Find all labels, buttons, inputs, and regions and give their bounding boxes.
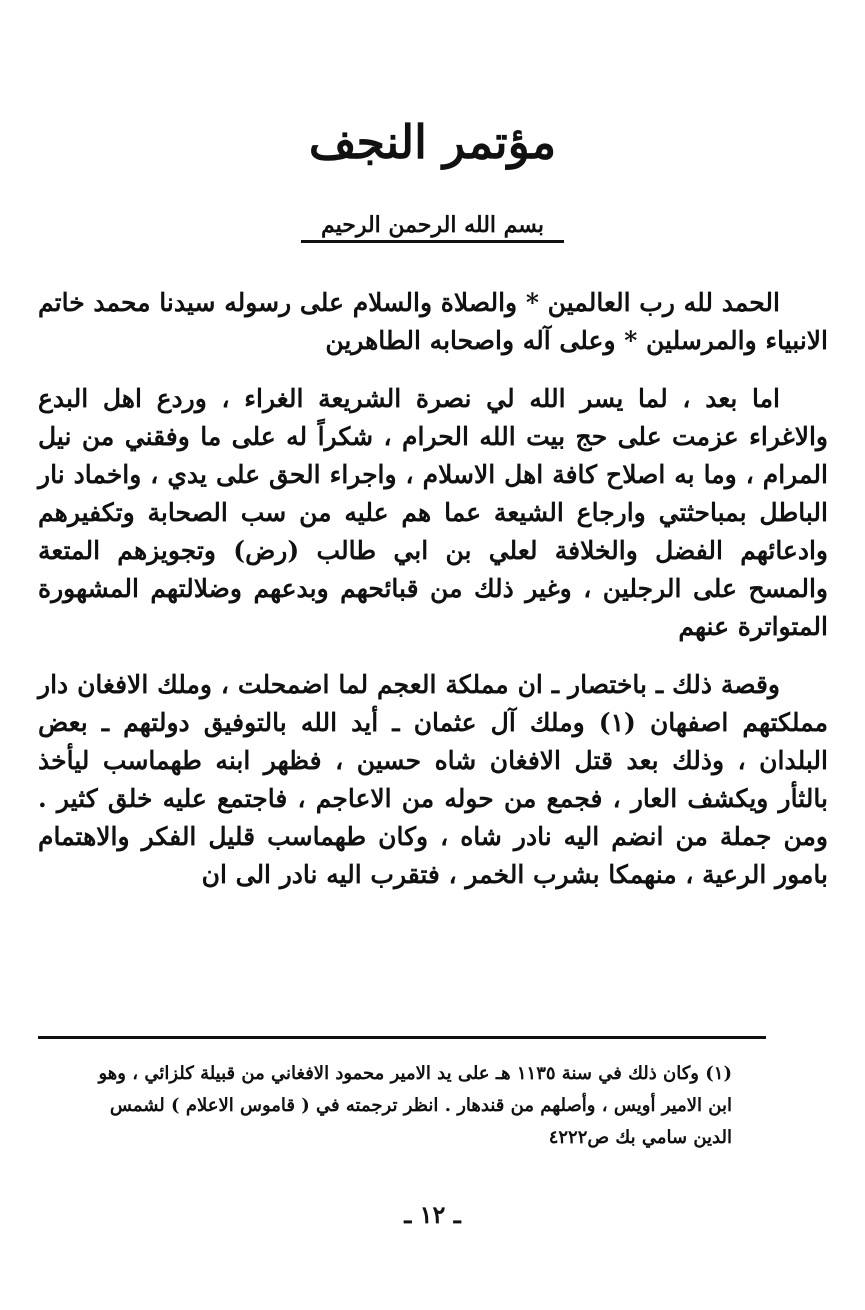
page-number: ـ ١٢ ـ bbox=[404, 1200, 461, 1229]
paragraph-story: وقصة ذلك ـ باختصار ـ ان مملكة العجم لما اضمحلت ، وملك الافغان دار مملكتهم اصفهان (١) وملك آل عثمان ـ أيد الله بالتوفيق دولتهم ـ بعض البلدان ، وذلك بعد قتل الافغان شاه حسين ، فظهر ابنه طهماسب ليأخذ بالثأر ويكشف العار ، فجمع من حوله من الاعاجم ، فاجتمع عليه خلق كثير . ومن جملة من انضم اليه نادر شاه ، وكان طهماسب قليل الفكر والاهتمام بامور الرعية ، منهمكا بشرب الخمر ، فتقرب اليه نادر الى ان bbox=[38, 670, 828, 889]
footnote: (١) وكان ذلك في سنة ١١٣٥ هـ على يد الامير محمود الافغاني من قبيلة كلزائي ، وهو ابن الامير أويس ، وأصلهم من قندهار . انظر ترجمته في ( قاموس الاعلام ) لشمس الدين سامي بك ص٤٢٢٢ bbox=[98, 1063, 732, 1148]
body-text bbox=[38, 284, 828, 894]
basmala-heading bbox=[0, 208, 865, 242]
paragraph-introduction: اما بعد ، لما يسر الله لي نصرة الشريعة الغراء ، وردع اهل البدع والاغراء عزمت على حج بيت الله الحرام ، شكراً له على ما وفقني من نيل المرام ، وما به اصلاح كافة اهل الاسلام ، واجراء الحق على يدي ، واخماد نار الباطل بمباحثتي وارجاع الشيعة عما هم عليه من سب الصحابة وتكفيرهم وادعائهم الفضل والخلافة لعلي بن ابي طالب (رض) وتجويزهم المتعة والمسح على الرجلين ، وغير ذلك من قبائحهم وبدعهم وضلالتهم المشهورة المتواترة عنهم bbox=[38, 384, 828, 641]
footnote-divider bbox=[38, 1036, 766, 1039]
basmala-text: بسم الله الرحمن الرحيم bbox=[301, 212, 564, 243]
page-title: مؤتمر النجف bbox=[308, 115, 557, 169]
paragraph-opening-praise: الحمد لله رب العالمين * والصلاة والسلام على رسوله سيدنا محمد خاتم الانبياء والمرسلين * وعلى آله واصحابه الطاهرين bbox=[38, 288, 828, 355]
